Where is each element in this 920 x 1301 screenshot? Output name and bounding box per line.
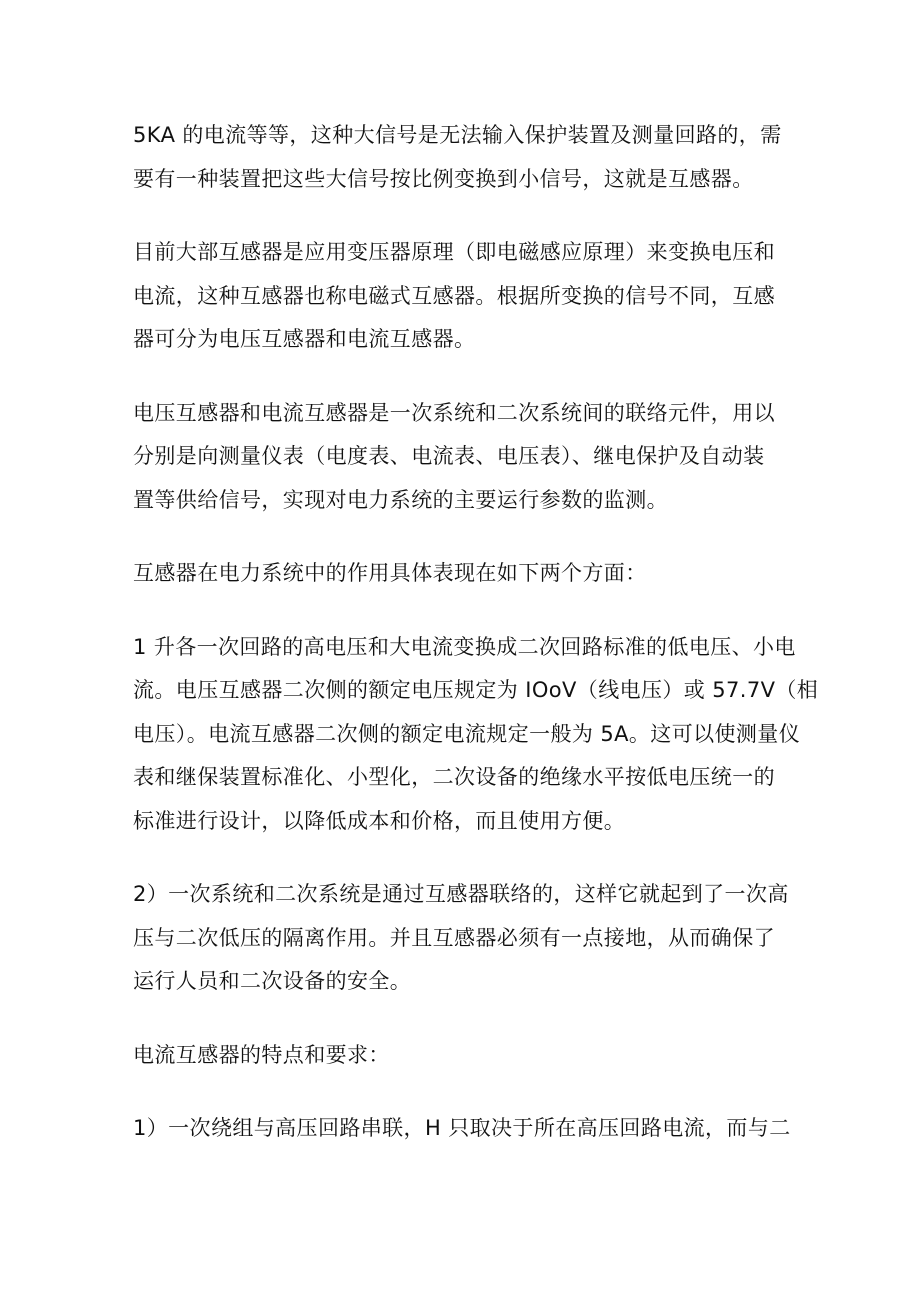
text-line: 器可分为电压互感器和电流互感器。 (133, 327, 476, 351)
text-line: 1 升各一次回路的高电压和大电流变换成二次回路标准的低电压、小电 (133, 634, 796, 659)
paragraph-7 (133, 1034, 792, 1078)
text-line: 分别是向测量仪表（电度表、电流表、电压表）、继电保护及自动装 (133, 444, 765, 468)
text-line: 流。电压互感器二次侧的额定电压规定为 IOoV（线电压）或 57.7V（相 (133, 678, 819, 702)
text-line: 电压）。电流互感器二次侧的额定电流规定一般为 5A。这可以使测量仪 (133, 721, 801, 746)
paragraph-8 (133, 1107, 792, 1151)
text-line: 2）一次系统和二次系统是通过互感器联络的，这样它就起到了一次高 (133, 882, 789, 906)
paragraph-4 (133, 552, 792, 596)
paragraph-1 (133, 114, 792, 201)
text-line: 互感器在电力系统中的作用具体表现在如下两个方面： (133, 561, 647, 585)
text-line: 5KA 的电流等等，这种大信号是无法输入保护装置及测量回路的，需 (133, 123, 782, 147)
paragraph-3 (133, 392, 792, 523)
text-line: 压与二次低压的隔离作用。并且互感器必须有一点接地，从而确保了 (133, 925, 775, 950)
paragraph-5 (133, 626, 819, 844)
paragraph-2 (133, 231, 792, 362)
text-line: 运行人员和二次设备的安全。 (133, 969, 412, 993)
text-line: 1）一次绕组与高压回路串联，H 只取决于所在高压回路电流，而与二 (133, 1116, 791, 1140)
text-line: 表和继保装置标准化、小型化，二次设备的绝缘水平按低电压统一的 (133, 765, 775, 789)
text-line: 置等供给信号，实现对电力系统的主要运行参数的监测。 (133, 487, 668, 512)
text-line: 要有一种装置把这些大信号按比例变换到小信号，这就是互感器。 (133, 166, 754, 191)
text-line: 电流互感器的特点和要求： (133, 1042, 390, 1067)
text-line: 目前大部互感器是应用变压器原理（即电磁感应原理）来变换电压和 (133, 240, 775, 264)
paragraph-6 (133, 873, 792, 1004)
text-line: 标准进行设计，以降低成本和价格，而且使用方便。 (133, 808, 626, 833)
text-line: 电流，这种互感器也称电磁式互感器。根据所变换的信号不同，互感 (133, 283, 775, 308)
text-line: 电压互感器和电流互感器是一次系统和二次系统间的联络元件，用以 (133, 400, 775, 425)
